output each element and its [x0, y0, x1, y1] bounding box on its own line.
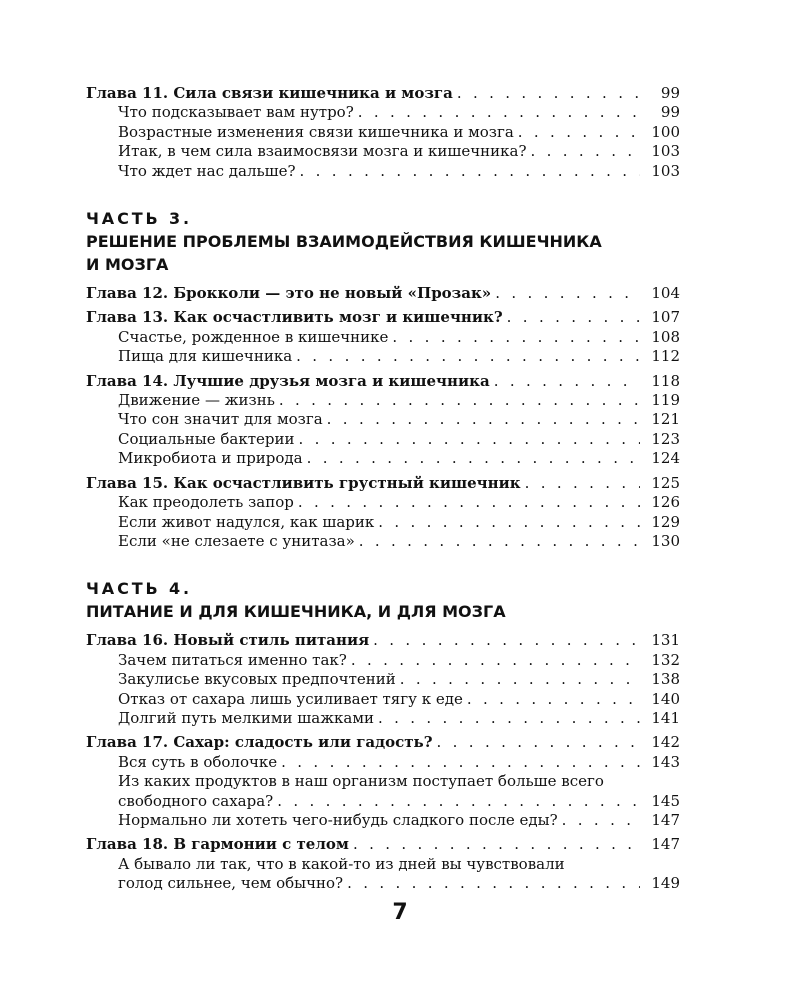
page-ref: 131 [651, 631, 680, 650]
dot-leader [323, 410, 640, 429]
dot-leader [514, 123, 640, 142]
chapter-title: Глава 18. В гармонии с телом [86, 835, 349, 854]
item-title: Социальные бактерии [118, 429, 295, 448]
dot-leader [374, 513, 640, 532]
chapter-title: Глава 11. Сила связи кишечника и мозга [86, 84, 453, 102]
chapter-title: Глава 17. Сахар: сладость или гадость? [86, 733, 433, 752]
item-title: Пища для кишечника [118, 347, 293, 366]
dot-leader [354, 103, 640, 122]
page-ref: 147 [651, 810, 680, 829]
toc-chapter-16[interactable] [86, 631, 680, 650]
item-title: Закулисье вкусовых предпочтений [118, 670, 396, 689]
toc-item[interactable] [86, 792, 680, 811]
item-title: Как преодолеть запор [118, 493, 294, 512]
toc-chapter-17[interactable] [86, 733, 680, 752]
item-title: Нормально ли хотеть чего-нибудь сладкого после еды? [118, 810, 558, 829]
page-ref: 126 [651, 493, 680, 512]
toc-item[interactable] [86, 811, 680, 830]
page-ref: 142 [651, 733, 680, 752]
dot-leader [558, 811, 640, 830]
item-title: Что ждет нас дальше? [118, 161, 296, 180]
toc-chapter-12[interactable] [86, 284, 680, 303]
toc-item[interactable] [86, 103, 680, 122]
page-ref: 132 [651, 650, 680, 669]
page-ref: 147 [651, 835, 680, 854]
toc-item[interactable] [86, 430, 680, 449]
item-title: Движение — жизнь [118, 391, 275, 410]
part-title-line: РЕШЕНИЕ ПРОБЛЕМЫ ВЗАИМОДЕЙСТВИЯ КИШЕЧНИКА [86, 232, 602, 252]
toc-item[interactable] [86, 874, 680, 893]
page-ref: 125 [651, 473, 680, 492]
toc-item-first-line[interactable]: Из каких продуктов в наш организм поступает больше всего [118, 772, 604, 791]
dot-leader [273, 792, 640, 811]
page-ref: 104 [651, 284, 680, 303]
toc-item[interactable] [86, 493, 680, 512]
page-ref: 123 [651, 429, 680, 448]
dot-leader [347, 651, 640, 670]
item-title: свободного сахара? [118, 791, 274, 810]
page-ref: 141 [651, 708, 680, 727]
page-ref: 107 [651, 308, 680, 327]
page-ref: 149 [651, 874, 680, 893]
toc-chapter-15[interactable] [86, 474, 680, 493]
item-title: Отказ от сахара лишь усиливает тягу к еде [118, 689, 463, 708]
page-ref: 124 [651, 449, 680, 468]
item-title: Зачем питаться именно так? [118, 650, 347, 669]
toc-item[interactable] [86, 328, 680, 347]
toc-chapter-14[interactable] [86, 372, 680, 391]
toc-item[interactable] [86, 347, 680, 366]
dot-leader [369, 631, 640, 650]
toc-item[interactable] [86, 670, 680, 689]
page-ref: 140 [651, 689, 680, 708]
toc-item[interactable] [86, 142, 680, 161]
chapter-title: Глава 13. Как осчастливить мозг и кишечник? [86, 308, 503, 327]
dot-leader [490, 372, 640, 391]
toc-item[interactable] [86, 709, 680, 728]
item-title: Вся суть в оболочке [118, 752, 278, 771]
toc-item-first-line[interactable]: А бывало ли так, что в какой-то из дней вы чувствовали [118, 854, 565, 873]
page-ref: 138 [651, 670, 680, 689]
dot-leader [396, 670, 640, 689]
dot-leader [277, 753, 640, 772]
dot-leader [521, 474, 640, 493]
dot-leader [292, 347, 640, 366]
page-ref: 130 [651, 531, 680, 550]
page-ref: 145 [651, 791, 680, 810]
toc-chapter-13[interactable] [86, 308, 680, 327]
dot-leader [503, 308, 640, 327]
dot-leader [295, 430, 641, 449]
toc-item[interactable] [86, 410, 680, 429]
part-title-line: ПИТАНИЕ И ДЛЯ КИШЕЧНИКА, И ДЛЯ МОЗГА [86, 602, 506, 622]
toc-chapter-11[interactable] [86, 84, 680, 103]
dot-leader [388, 328, 640, 347]
dot-leader [343, 874, 640, 893]
dot-leader [374, 709, 640, 728]
toc-item[interactable] [86, 449, 680, 468]
item-title: Если «не слезаете с унитаза» [118, 531, 355, 550]
page-ref: 121 [651, 410, 680, 429]
part-heading-4 [86, 577, 680, 623]
part-number: ЧАСТЬ 4. [86, 579, 192, 599]
part-number: ЧАСТЬ 3. [86, 209, 192, 229]
dot-leader [491, 284, 640, 303]
part-title-line: И МОЗГА [86, 255, 169, 275]
toc-item[interactable] [86, 753, 680, 772]
dot-leader [303, 449, 640, 468]
page-ref: 119 [651, 391, 680, 410]
item-title: Счастье, рожденное в кишечнике [118, 327, 389, 346]
chapter-title: Глава 12. Брокколи — это не новый «Прозак» [86, 284, 492, 303]
page-ref: 103 [651, 161, 680, 180]
item-title: Если живот надулся, как шарик [118, 512, 375, 531]
page-ref: 99 [660, 103, 680, 122]
item-title: Возрастные изменения связи кишечника и мозга [118, 122, 514, 141]
item-title: голод сильнее, чем обычно? [118, 874, 344, 893]
page-ref: 112 [651, 347, 680, 366]
toc-chapter-18[interactable] [86, 835, 680, 854]
item-title: Что сон значит для мозга [118, 410, 323, 429]
toc-item[interactable] [86, 690, 680, 709]
dot-leader [433, 733, 640, 752]
part-heading-3 [86, 207, 680, 276]
dot-leader [453, 84, 640, 103]
page-ref: 100 [651, 122, 680, 141]
table-of-contents [86, 84, 680, 894]
item-title: Что подсказывает вам нутро? [118, 103, 354, 122]
chapter-title: Глава 14. Лучшие друзья мозга и кишечника [86, 371, 490, 390]
toc-item[interactable] [86, 162, 680, 181]
dot-leader [527, 142, 640, 161]
toc-item[interactable] [86, 513, 680, 532]
toc-item[interactable] [86, 123, 680, 142]
page-ref: 118 [651, 371, 680, 390]
page-ref: 143 [651, 752, 680, 771]
toc-item[interactable] [86, 391, 680, 410]
toc-item[interactable] [86, 532, 680, 551]
page-ref: 99 [660, 84, 680, 102]
dot-leader [294, 493, 640, 512]
page-ref: 129 [651, 512, 680, 531]
dot-leader [349, 835, 640, 854]
page-ref: 108 [651, 327, 680, 346]
dot-leader [296, 162, 640, 181]
item-title: Итак, в чем сила взаимосвязи мозга и кишечника? [118, 142, 527, 161]
dot-leader [275, 391, 640, 410]
item-title: Долгий путь мелкими шажками [118, 708, 374, 727]
dot-leader [355, 532, 640, 551]
item-title: Микробиота и природа [118, 449, 303, 468]
chapter-title: Глава 16. Новый стиль питания [86, 631, 370, 650]
toc-item[interactable] [86, 651, 680, 670]
chapter-title: Глава 15. Как осчастливить грустный кишечник [86, 473, 521, 492]
page-ref: 103 [651, 142, 680, 161]
dot-leader [463, 690, 640, 709]
page-number: 7 [392, 900, 408, 925]
